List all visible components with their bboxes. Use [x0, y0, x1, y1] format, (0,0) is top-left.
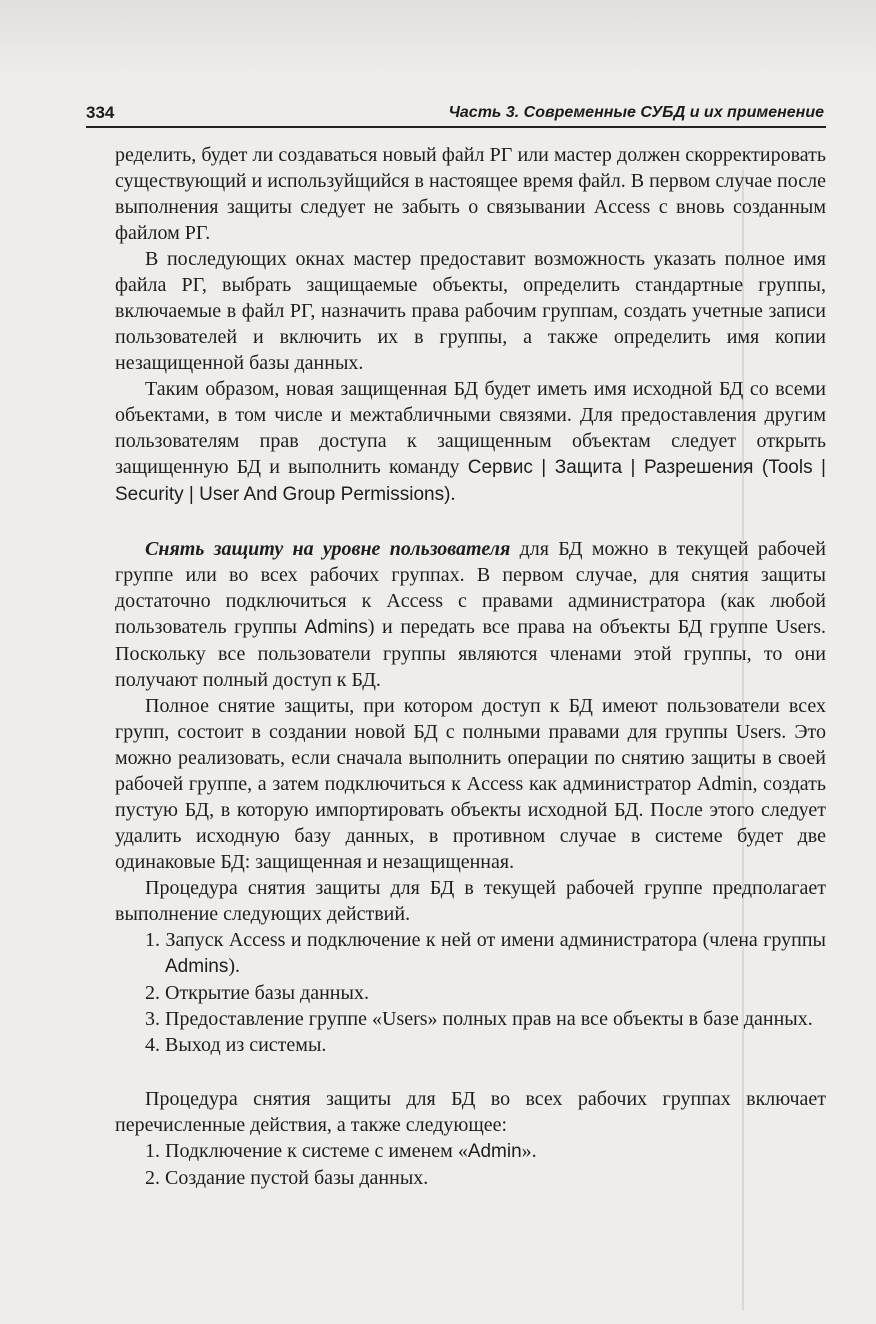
steps-list-current-group	[115, 927, 826, 1058]
page-body	[115, 142, 826, 1191]
page-number: 334	[86, 103, 115, 122]
list-item	[115, 980, 826, 1006]
group-name-admins: Admins	[304, 617, 368, 638]
list-item-text: ».	[521, 1140, 537, 1162]
paragraph-4-text-a: для БД можно в текущей рабочей группе или во всех рабочих группах. В первом случае, для снятия защиты достаточно подключиться к Access с правами администратора (как любой пользователь группы	[115, 538, 826, 638]
paragraph-2: В последующих окнах мастер предоставит возможность указать полное имя файла РГ, выбрать защищаемые объекты, определить стандартные группы, включаемые в файл РГ, назначить права рабочим группам, создать учетные записи пользователей и включить их в группы, а также определить имя копии незащищенной базы данных.	[115, 248, 826, 374]
steps-list-all-groups	[115, 1138, 826, 1191]
paragraph-6: Процедура снятия защиты для БД в текущей рабочей группе предполагает выполнение следующих действий.	[115, 877, 826, 925]
paragraph-5: Полное снятие защиты, при котором доступ к БД имеют пользователи всех групп, состоит в создании новой БД с полными правами для группы Users. Это можно реализовать, если сначала выполнить операции по снятию защиты в своей рабочей группе, а затем подключиться к Access как администратор Admin, создать пустую БД, в которую импортировать объекты исходной БД. После этого следует удалить исходную базу данных, в противном случае в системе будет две одинаковые БД: защищенная и незащищенная.	[115, 695, 826, 873]
list-item-text: 3. Предоставление группе «Users» полных прав на все объекты в базе данных.	[145, 1008, 813, 1030]
running-head: Часть 3. Современные СУБД и их применение	[448, 104, 824, 121]
list-item-text: 2. Создание пустой базы данных.	[145, 1167, 429, 1189]
page-header	[86, 102, 826, 128]
paragraph-3-text: Таким образом, новая защищенная БД будет иметь имя исходной БД со всеми объектами, в том числе и межтабличными связями. Для предоставления другим пользователям прав доступа к защищенным объектам следует открыть защищенную БД и выполнить команду	[115, 378, 826, 478]
group-name-admins: Admins	[165, 956, 229, 977]
emphasis-term: Снять защиту на уровне пользователя	[145, 538, 511, 560]
list-item	[115, 927, 826, 980]
list-item-text: 1. Запуск Access и подключение к ней от имени администратора (члена группы	[145, 929, 826, 951]
user-name-admin: Admin	[467, 1141, 522, 1162]
list-item	[115, 1032, 826, 1058]
list-item-text: 2. Открытие базы данных.	[145, 982, 369, 1004]
list-item-text: 4. Выход из системы.	[145, 1034, 327, 1056]
section-gap	[115, 508, 826, 536]
list-item	[115, 1165, 826, 1191]
paragraph-1: ределить, будет ли создаваться новый файл РГ или мастер должен скорректировать существующий и используйщийся в настоящее время файл. В первом случае после выполнения защиты следует не забыть о связывании Access с вновь созданным файлом РГ.	[115, 144, 826, 244]
list-item-text: ).	[228, 955, 241, 977]
section-gap	[115, 1058, 826, 1086]
list-item-text: 1. Подключение к системе с именем «	[145, 1140, 468, 1162]
menu-command-path: Сервис | Защита | Разрешения (Tools | Security | User And Group Permissions)	[115, 457, 826, 505]
list-item	[115, 1006, 826, 1032]
scan-shadow	[0, 0, 876, 80]
list-item	[115, 1138, 826, 1165]
paragraph-4-text-b: ) и передать все права на объекты БД группе Users. Поскольку все пользователи группы являются членами этой группы, то они получают полный доступ к БД.	[115, 616, 826, 691]
paragraph-3	[115, 376, 826, 508]
paragraph-7: Процедура снятия защиты для БД во всех рабочих группах включает перечисленные действия, а также следующее:	[115, 1088, 826, 1136]
paragraph-3-tail: .	[450, 483, 456, 505]
paragraph-4	[115, 536, 826, 693]
